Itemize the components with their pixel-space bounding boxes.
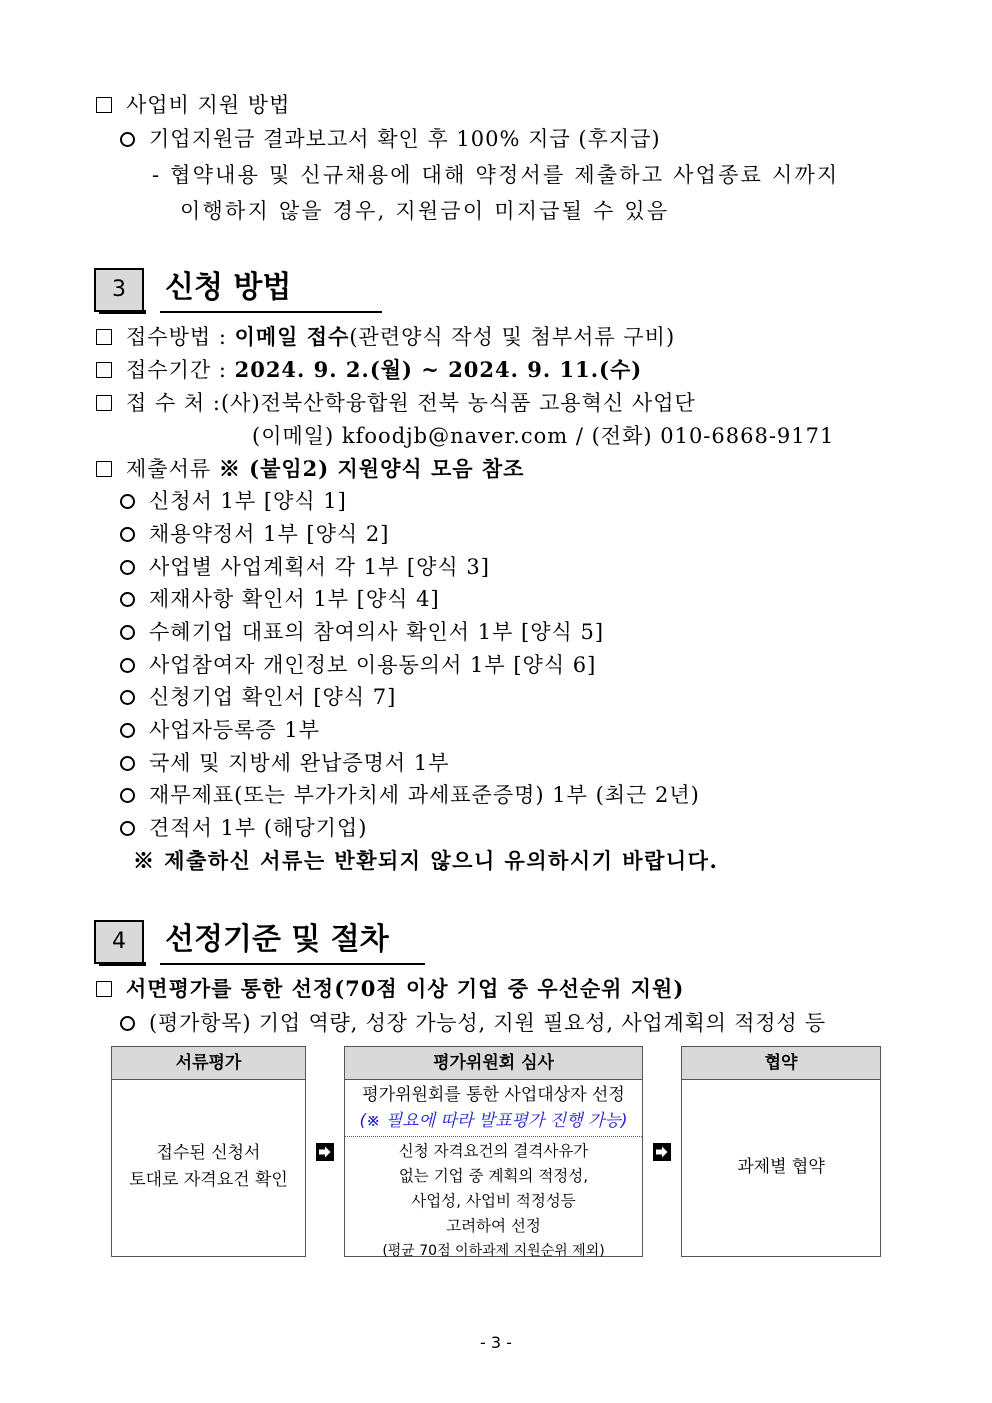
- docs-heading: 제출서류 ※ (붙임2) 지원양식 모음 참조: [96, 456, 524, 482]
- doc-item: 국세 및 지방세 완납증명서 1부: [120, 750, 450, 776]
- doc-item: 신청기업 확인서 [양식 7]: [120, 684, 396, 710]
- page-number: - 3 -: [480, 1333, 512, 1352]
- doc-item: 사업자등록증 1부: [120, 717, 320, 743]
- doc-item: 수혜기업 대표의 참여의사 확인서 1부 [양식 5]: [120, 619, 604, 645]
- warning-note: ※ 제출하신 서류는 반환되지 않으니 유의하시기 바랍니다.: [133, 848, 719, 873]
- section-title-4: 선정기준 및 절차: [165, 922, 389, 957]
- selection-heading: 서면평가를 통한 선정(70점 이상 기업 중 우선순위 지원): [96, 976, 684, 1002]
- contact-line: (이메일) kfoodjb@naver.com / (전화) 010-6868-9171: [252, 424, 835, 448]
- flow-box-body: 신청 자격요건의 결격사유가 없는 기업 중 계획의 적정성, 사업성, 사업비 적정성등 고려하여 선정 (평균 70점 이하과제 지원순위 제외): [382, 1142, 605, 1259]
- doc-item: 신청서 1부 [양식 1]: [120, 488, 347, 514]
- section-underline-4: [160, 963, 425, 965]
- square-bullet-icon: [96, 362, 112, 378]
- circle-bullet-icon: [120, 723, 135, 738]
- circle-bullet-icon: [120, 821, 135, 836]
- section-underline-3: [160, 311, 382, 313]
- circle-bullet-icon: [120, 788, 135, 803]
- section-title-3: 신청 방법: [165, 270, 292, 305]
- circle-bullet-icon: [120, 527, 135, 542]
- doc-item: 사업별 사업계획서 각 1부 [양식 3]: [120, 554, 490, 580]
- circle-bullet-icon: [120, 494, 135, 509]
- flow-box-top: 평가위원회를 통한 사업대상자 선정 (※ 필요에 따라 발표평가 진행 가능): [345, 1080, 642, 1134]
- flow-box-body: 접수된 신청서 토대로 자격요건 확인: [129, 1143, 288, 1190]
- payment-item: 기업지원금 결과보고서 확인 후 100% 지급 (후지급): [120, 126, 661, 152]
- doc-item: 재무제표(또는 부가가치세 과세표준증명) 1부 (최근 2년): [120, 782, 700, 808]
- square-bullet-icon: [96, 329, 112, 345]
- flow-box-header: 서류평가: [112, 1047, 305, 1080]
- selection-item: (평가항목) 기업 역량, 성장 가능성, 지원 필요성, 사업계획의 적정성 등: [120, 1010, 826, 1036]
- doc-item: 사업참여자 개인정보 이용동의서 1부 [양식 6]: [120, 652, 596, 678]
- circle-bullet-icon: [120, 756, 135, 771]
- circle-bullet-icon: [120, 690, 135, 705]
- circle-bullet-icon: [120, 592, 135, 607]
- square-bullet-icon: [96, 395, 112, 411]
- payment-note-line1: - 협약내용 및 신규채용에 대해 약정서를 제출하고 사업종료 시까지: [152, 163, 840, 187]
- section-number-4: 4: [94, 920, 144, 964]
- circle-bullet-icon: [120, 132, 135, 147]
- payment-heading: 사업비 지원 방법: [96, 92, 290, 118]
- circle-bullet-icon: [120, 625, 135, 640]
- right-arrow-icon: [316, 1143, 334, 1161]
- place-line: 접 수 처 :(사)전북산학융합원 전북 농식품 고용혁신 사업단: [96, 390, 696, 416]
- right-arrow-icon: [653, 1143, 671, 1161]
- payment-note-line2: 이행하지 않을 경우, 지원금이 미지급될 수 있음: [180, 199, 670, 223]
- square-bullet-icon: [96, 97, 112, 113]
- section-number-3: 3: [94, 268, 144, 312]
- flow-box-body: 과제별 협약: [737, 1157, 825, 1177]
- period-line: 접수기간 : 2024. 9. 2.(월) ~ 2024. 9. 11.(수): [96, 357, 642, 383]
- flow-box-header: 평가위원회 심사: [345, 1047, 642, 1080]
- flow-box-agreement: [681, 1046, 881, 1257]
- flow-box-note: (※ 필요에 따라 발표평가 진행 가능): [359, 1111, 628, 1131]
- circle-bullet-icon: [120, 1016, 135, 1031]
- doc-item: 채용약정서 1부 [양식 2]: [120, 521, 389, 547]
- doc-item: 견적서 1부 (해당기업): [120, 815, 367, 841]
- flow-box-document-review: [111, 1046, 306, 1257]
- square-bullet-icon: [96, 461, 112, 477]
- doc-item: 제재사항 확인서 1부 [양식 4]: [120, 586, 440, 612]
- square-bullet-icon: [96, 981, 112, 997]
- method-line: 접수방법 : 이메일 접수(관련양식 작성 및 첨부서류 구비): [96, 324, 675, 350]
- flow-box-header: 협약: [682, 1047, 880, 1080]
- circle-bullet-icon: [120, 658, 135, 673]
- flow-box-committee-review: [344, 1046, 643, 1257]
- circle-bullet-icon: [120, 560, 135, 575]
